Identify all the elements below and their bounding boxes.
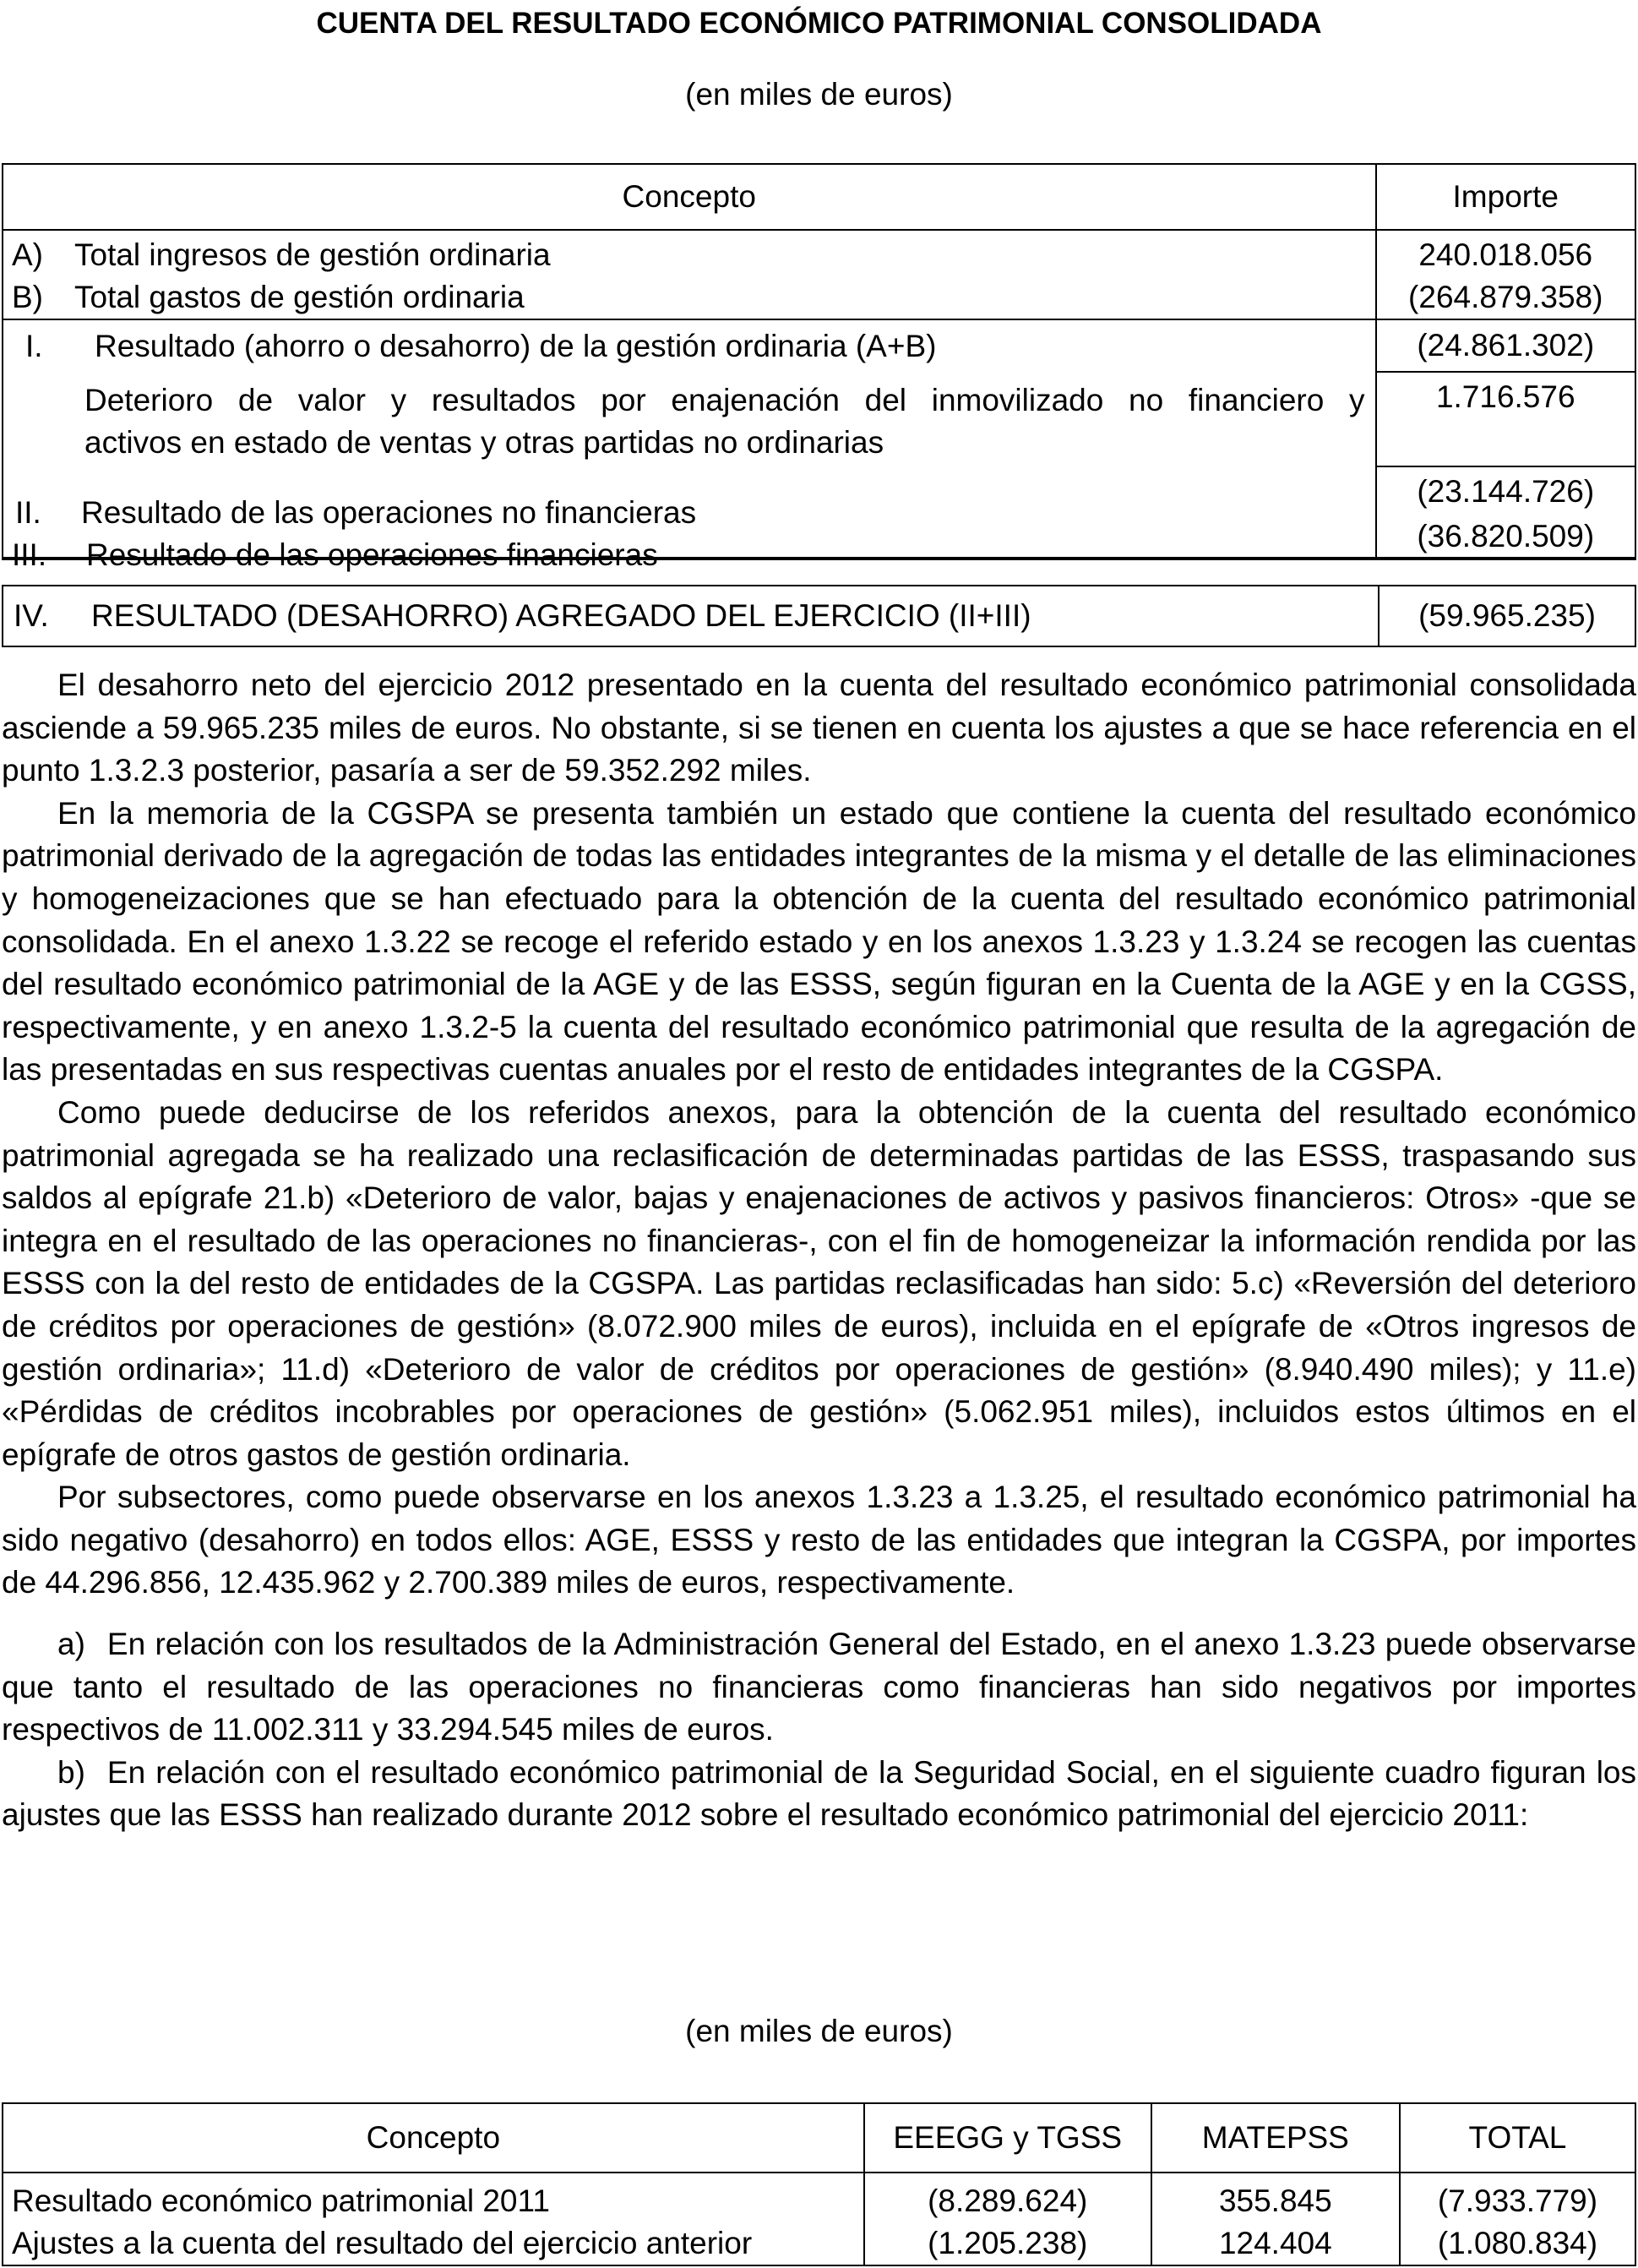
table-cell: (8.289.624)	[928, 2183, 1088, 2218]
list-marker: b)	[57, 1754, 85, 1790]
row-code: I.	[25, 329, 43, 363]
row-label: Total gastos de gestión ordinaria	[74, 280, 525, 314]
row-amount: 1.716.576	[1435, 379, 1575, 414]
paragraph: Como puede deducirse de los referidos anexos, para la obtención de la cuenta del resultado económico patrimonial agregada se ha realizado una reclasificación de determinadas partidas de las ESSS, traspasando sus saldos al epígrafe 21.b) «Deterioro de valor, bajas y enajenaciones de activos y pasivos financieros: Otros» -que se integra en el resultado de las operaciones no financieras-, con el fin de homogeneizar la información rendida por las ESSS con la del resto de entidades de la CGSPA. Las partidas reclasificadas han sido: 5.c) «Reversión del deterioro de créditos por operaciones de gestión» (8.072.900 miles de euros), incluida en el epígrafe de «Otros ingresos de gestión ordinaria»; 11.d) «Deterioro de valor de créditos por operaciones de gestión» (8.940.490 miles); y 11.e) «Pérdidas de créditos incobrables por operaciones de gestión» (5.062.951 miles), incluidos estos últimos en el epígrafe de otros gastos de gestión ordinaria.	[2, 1094, 1636, 1472]
row-code: III.	[12, 537, 47, 572]
table-cell: 124.404	[1218, 2226, 1332, 2260]
row-label: Resultado (ahorro o desahorro) de la gestión ordinaria (A+B)	[95, 329, 937, 363]
row-code: B)	[12, 280, 43, 314]
table-row	[3, 379, 1375, 464]
table-cell: (1.205.238)	[928, 2226, 1088, 2260]
table-row	[2, 492, 1376, 534]
table1-group-ab	[3, 230, 1376, 319]
paragraph: El desahorro neto del ejercicio 2012 presentado en la cuenta del resultado económico patrimonial consolidada asciende a 59.965.235 miles de euros. No obstante, si se tienen en cuenta los ajustes a que se hace referencia en el punto 1.3.2.3 posterior, pasaría a ser de 59.352.292 miles.	[2, 668, 1636, 788]
row-amount: (23.144.726)	[1417, 474, 1595, 509]
table-row-label: Resultado económico patrimonial 2011	[12, 2183, 550, 2218]
units-note-1: (en miles de euros)	[685, 77, 953, 112]
row-amount: (36.820.509)	[1417, 519, 1595, 553]
table-cell: 355.845	[1218, 2183, 1332, 2218]
row-label: Total ingresos de gestión ordinaria	[74, 237, 551, 272]
row-code: II.	[15, 495, 41, 530]
table2-header-concept: Concepto	[3, 2103, 864, 2173]
table-row-label: Ajustes a la cuenta del resultado del ejercicio anterior	[12, 2226, 753, 2260]
table2-header-col1: EEEGG y TGSS	[864, 2103, 1151, 2173]
row-amount: (24.861.302)	[1377, 320, 1635, 373]
list-marker: a)	[57, 1627, 85, 1662]
table2-header-col2: MATEPSS	[1151, 2103, 1400, 2173]
row-label-line2: activos en estado de ventas y otras partidas no ordinarias	[84, 425, 884, 460]
row-label: RESULTADO (DESAHORRO) AGREGADO DEL EJERCICIO (II+III)	[91, 598, 1031, 633]
table-row	[3, 234, 1375, 276]
table-row	[3, 276, 1375, 319]
ss-adjustments-table	[2, 2102, 1636, 2266]
table-row	[3, 324, 1375, 369]
list-item	[2, 1623, 1636, 1752]
row-label-line1: Deterioro de valor y resultados por enajenación del inmovilizado no financiero y	[84, 383, 1365, 417]
table1-total-row	[2, 585, 1636, 647]
table1-header-concept: Concepto	[3, 164, 1376, 230]
table-row	[2, 534, 1376, 576]
row-amount: (59.965.235)	[1418, 598, 1596, 633]
table-cell: (1.080.834)	[1437, 2226, 1598, 2260]
body-paragraphs	[2, 664, 1636, 1837]
table1-header-amount: Importe	[1376, 164, 1636, 230]
units-note-2: (en miles de euros)	[685, 2014, 953, 2048]
paragraph: En la memoria de la CGSPA se presenta también un estado que contiene la cuenta del resultado económico patrimonial derivado de la agregación de todas las entidades integrantes de la misma y el detalle de las eliminaciones y homogeneizaciones que se han efectuado para la obtención de la cuenta del resultado económico patrimonial consolidada. En el anexo 1.3.22 se recoge el referido estado y en los anexos 1.3.23 y 1.3.24 se recogen las cuentas del resultado económico patrimonial de la AGE y de las ESSS, según figuran en la Cuenta de la AGE y en la CGSS, respectivamente, y en anexo 1.3.2-5 la cuenta del resultado económico patrimonial que resulta de la agregación de las presentadas en sus respectivas cuentas anuales por el resto de entidades integrantes de la CGSPA.	[2, 795, 1636, 1088]
list-text: En relación con los resultados de la Administración General del Estado, en el anexo 1.3.23 puede observarse que tanto el resultado de las operaciones no financieras como financieras han sido negativos por importes respectivos de 11.002.311 y 33.294.545 miles de euros.	[2, 1627, 1636, 1747]
list-item	[2, 1752, 1636, 1837]
table2-header-col3: TOTAL	[1400, 2103, 1635, 2173]
row-label: Resultado de las operaciones no financieras	[81, 495, 697, 530]
row-code: IV.	[14, 598, 49, 633]
table-cell: (7.933.779)	[1437, 2183, 1598, 2218]
row-label: Resultado de las operaciones financieras	[86, 537, 658, 572]
table1-group-ii-iii	[2, 492, 1376, 576]
row-amount: (264.879.358)	[1408, 280, 1603, 314]
paragraph: Por subsectores, como puede observarse en los anexos 1.3.23 a 1.3.25, el resultado económico patrimonial ha sido negativo (desahorro) en todos ellos: AGE, ESSS y resto de las entidades que integran la CGSPA, por importes de 44.296.856, 12.435.962 y 2.700.389 miles de euros, respectivamente.	[2, 1480, 1636, 1600]
row-code: A)	[12, 237, 43, 272]
list-text: En relación con el resultado económico patrimonial de la Seguridad Social, en el siguiente cuadro figuran los ajustes que las ESSS han realizado durante 2012 sobre el resultado económico patrimonial del ejercicio 2011:	[2, 1754, 1636, 1833]
page-title: CUENTA DEL RESULTADO ECONÓMICO PATRIMONIAL CONSOLIDADA	[316, 7, 1322, 40]
row-amount: 240.018.056	[1418, 237, 1593, 272]
